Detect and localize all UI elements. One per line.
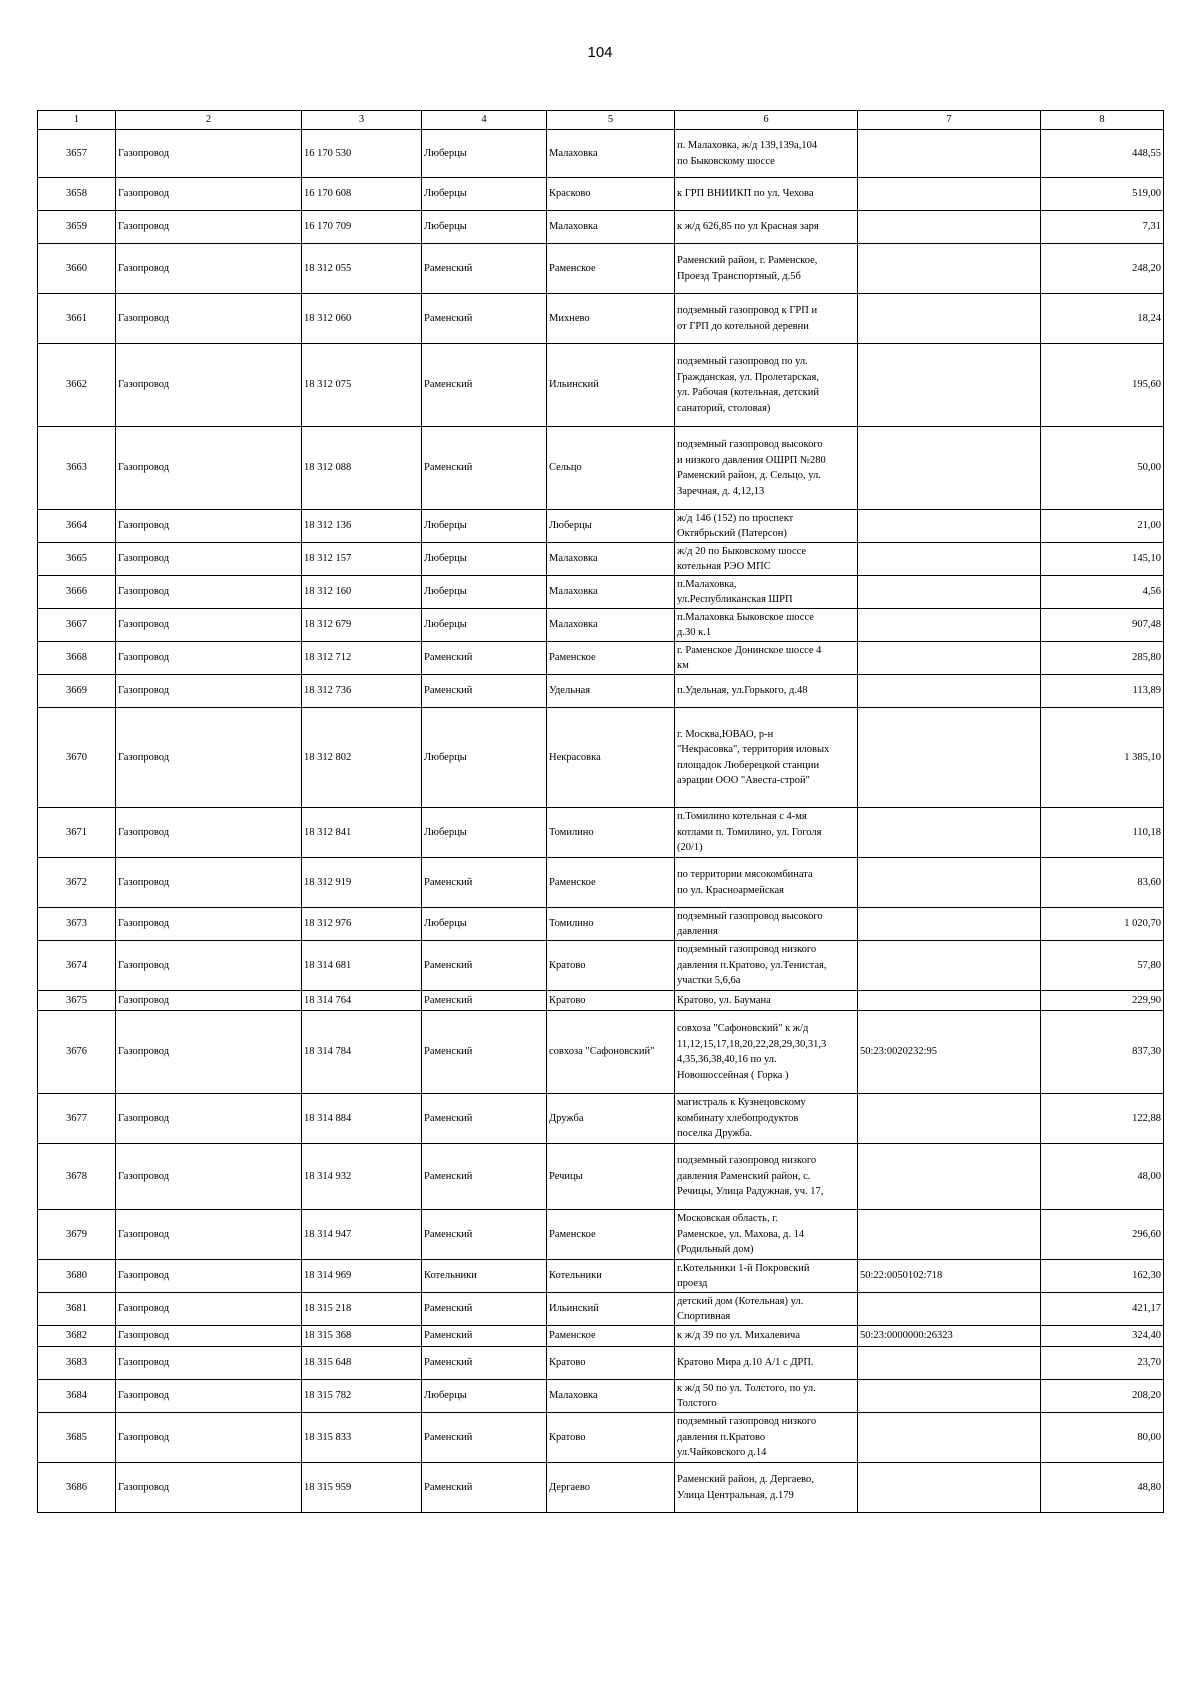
district-cell: Люберцы [422, 211, 547, 244]
table-body [38, 130, 1164, 1513]
district-cell: Раменский [422, 1210, 547, 1260]
district-cell: Раменский [422, 1094, 547, 1144]
locality-cell: Раменское [547, 244, 675, 294]
object-type-cell: Газопровод [116, 1210, 302, 1260]
length-value-cell: 7,31 [1041, 211, 1164, 244]
column-header: 3 [302, 111, 422, 130]
cadastral-number-cell: 50:23:0000000:26323 [858, 1326, 1041, 1347]
address-cell: п.Томилино котельная с 4-мя котлами п. Томилино, ул. Гоголя (20/1) [675, 808, 858, 858]
length-value-cell: 907,48 [1041, 609, 1164, 642]
object-type-cell: Газопровод [116, 858, 302, 908]
row-number-cell: 3681 [38, 1293, 116, 1326]
inventory-code-cell: 18 312 976 [302, 908, 422, 941]
table-row [38, 908, 1164, 941]
length-value-cell: 285,80 [1041, 642, 1164, 675]
table-row [38, 1326, 1164, 1347]
cadastral-number-cell [858, 130, 1041, 178]
cadastral-number-cell [858, 642, 1041, 675]
inventory-code-cell: 16 170 709 [302, 211, 422, 244]
inventory-code-cell: 18 312 736 [302, 675, 422, 708]
object-type-cell: Газопровод [116, 1380, 302, 1413]
object-type-cell: Газопровод [116, 1260, 302, 1293]
inventory-code-cell: 18 315 782 [302, 1380, 422, 1413]
district-cell: Раменский [422, 1413, 547, 1463]
cadastral-number-cell [858, 941, 1041, 991]
locality-cell: Некрасовка [547, 708, 675, 808]
inventory-code-cell: 18 314 947 [302, 1210, 422, 1260]
row-number-cell: 3667 [38, 609, 116, 642]
district-cell: Раменский [422, 858, 547, 908]
district-cell: Люберцы [422, 130, 547, 178]
locality-cell: Малаховка [547, 1380, 675, 1413]
locality-cell: Удельная [547, 675, 675, 708]
inventory-code-cell: 18 314 932 [302, 1144, 422, 1210]
locality-cell: Кратово [547, 991, 675, 1011]
row-number-cell: 3664 [38, 510, 116, 543]
row-number-cell: 3670 [38, 708, 116, 808]
object-type-cell: Газопровод [116, 941, 302, 991]
district-cell: Люберцы [422, 609, 547, 642]
inventory-code-cell: 18 312 802 [302, 708, 422, 808]
inventory-code-cell: 18 315 648 [302, 1347, 422, 1380]
object-type-cell: Газопровод [116, 675, 302, 708]
registry-table [37, 110, 1164, 1513]
address-cell: п.Малаховка, ул.Республиканская ШРП [675, 576, 858, 609]
address-cell: г. Раменское Донинское шоссе 4 км [675, 642, 858, 675]
column-header: 2 [116, 111, 302, 130]
locality-cell: Раменское [547, 1326, 675, 1347]
table-row [38, 941, 1164, 991]
locality-cell: Раменское [547, 858, 675, 908]
table-row [38, 1293, 1164, 1326]
address-cell: Кратово, ул. Баумана [675, 991, 858, 1011]
table-row [38, 543, 1164, 576]
length-value-cell: 57,80 [1041, 941, 1164, 991]
cadastral-number-cell [858, 294, 1041, 344]
district-cell: Раменский [422, 941, 547, 991]
locality-cell: Котельники [547, 1260, 675, 1293]
locality-cell: Речицы [547, 1144, 675, 1210]
locality-cell: Раменское [547, 1210, 675, 1260]
table-row [38, 609, 1164, 642]
length-value-cell: 80,00 [1041, 1413, 1164, 1463]
locality-cell: Люберцы [547, 510, 675, 543]
district-cell: Раменский [422, 344, 547, 427]
table-row [38, 675, 1164, 708]
inventory-code-cell: 18 314 764 [302, 991, 422, 1011]
address-cell: Раменский район, г. Раменское, Проезд Транспортный, д.5б [675, 244, 858, 294]
cadastral-number-cell [858, 510, 1041, 543]
table-row [38, 510, 1164, 543]
length-value-cell: 48,80 [1041, 1463, 1164, 1513]
address-cell: п. Малаховка, ж/д 139,139а,104 по Быковскому шоссе [675, 130, 858, 178]
cadastral-number-cell [858, 1463, 1041, 1513]
district-cell: Раменский [422, 427, 547, 510]
length-value-cell: 50,00 [1041, 427, 1164, 510]
object-type-cell: Газопровод [116, 1326, 302, 1347]
row-number-cell: 3671 [38, 808, 116, 858]
cadastral-number-cell [858, 858, 1041, 908]
length-value-cell: 208,20 [1041, 1380, 1164, 1413]
column-header: 1 [38, 111, 116, 130]
cadastral-number-cell [858, 1293, 1041, 1326]
address-cell: Московская область, г. Раменское, ул. Махова, д. 14 (Родильный дом) [675, 1210, 858, 1260]
locality-cell: Сельцо [547, 427, 675, 510]
locality-cell: Кратово [547, 1347, 675, 1380]
length-value-cell: 18,24 [1041, 294, 1164, 344]
address-cell: подземный газопровод по ул. Гражданская, ул. Пролетарская, ул. Рабочая (котельная, детский санаторий, столовая) [675, 344, 858, 427]
cadastral-number-cell [858, 609, 1041, 642]
page-number: 104 [587, 44, 613, 61]
table-row [38, 1463, 1164, 1513]
locality-cell: Малаховка [547, 543, 675, 576]
locality-cell: Малаховка [547, 576, 675, 609]
object-type-cell: Газопровод [116, 708, 302, 808]
address-cell: подземный газопровод низкого давления п.Кратово, ул.Тенистая, участки 5,6,6а [675, 941, 858, 991]
object-type-cell: Газопровод [116, 1011, 302, 1094]
address-cell: ж/д 146 (152) по проспект Октябрьский (Патерсон) [675, 510, 858, 543]
locality-cell: Ильинский [547, 1293, 675, 1326]
district-cell: Раменский [422, 1293, 547, 1326]
row-number-cell: 3679 [38, 1210, 116, 1260]
address-cell: г.Котельники 1-й Покровский проезд [675, 1260, 858, 1293]
inventory-code-cell: 18 312 136 [302, 510, 422, 543]
district-cell: Раменский [422, 1011, 547, 1094]
length-value-cell: 195,60 [1041, 344, 1164, 427]
address-cell: к ж/д 50 по ул. Толстого, по ул. Толстого [675, 1380, 858, 1413]
district-cell: Раменский [422, 991, 547, 1011]
object-type-cell: Газопровод [116, 244, 302, 294]
address-cell: Кратово Мира д.10 А/1 с ДРП. [675, 1347, 858, 1380]
address-cell: п.Удельная, ул.Горького, д.48 [675, 675, 858, 708]
inventory-code-cell: 18 312 679 [302, 609, 422, 642]
length-value-cell: 421,17 [1041, 1293, 1164, 1326]
row-number-cell: 3676 [38, 1011, 116, 1094]
column-header: 6 [675, 111, 858, 130]
inventory-code-cell: 18 312 088 [302, 427, 422, 510]
row-number-cell: 3658 [38, 178, 116, 211]
object-type-cell: Газопровод [116, 1463, 302, 1513]
object-type-cell: Газопровод [116, 344, 302, 427]
object-type-cell: Газопровод [116, 808, 302, 858]
inventory-code-cell: 18 314 884 [302, 1094, 422, 1144]
length-value-cell: 1 020,70 [1041, 908, 1164, 941]
inventory-code-cell: 18 312 160 [302, 576, 422, 609]
cadastral-number-cell [858, 427, 1041, 510]
row-number-cell: 3668 [38, 642, 116, 675]
cadastral-number-cell [858, 1380, 1041, 1413]
object-type-cell: Газопровод [116, 1347, 302, 1380]
object-type-cell: Газопровод [116, 130, 302, 178]
row-number-cell: 3685 [38, 1413, 116, 1463]
inventory-code-cell: 16 170 530 [302, 130, 422, 178]
district-cell: Раменский [422, 294, 547, 344]
address-cell: Раменский район, д. Дергаево, Улица Центральная, д.179 [675, 1463, 858, 1513]
table-row [38, 130, 1164, 178]
object-type-cell: Газопровод [116, 1144, 302, 1210]
row-number-cell: 3660 [38, 244, 116, 294]
length-value-cell: 1 385,10 [1041, 708, 1164, 808]
cadastral-number-cell [858, 991, 1041, 1011]
address-cell: подземный газопровод низкого давления п.Кратово ул.Чайковского д.14 [675, 1413, 858, 1463]
length-value-cell: 837,30 [1041, 1011, 1164, 1094]
table-row [38, 211, 1164, 244]
length-value-cell: 23,70 [1041, 1347, 1164, 1380]
table-row [38, 708, 1164, 808]
row-number-cell: 3680 [38, 1260, 116, 1293]
length-value-cell: 4,56 [1041, 576, 1164, 609]
object-type-cell: Газопровод [116, 178, 302, 211]
cadastral-number-cell [858, 675, 1041, 708]
length-value-cell: 519,00 [1041, 178, 1164, 211]
locality-cell: Михнево [547, 294, 675, 344]
locality-cell: Раменское [547, 642, 675, 675]
address-cell: г. Москва,ЮВАО, р-н "Некрасовка", территория иловых площадок Люберецкой станции аэрации ООО "Авеста-строй" [675, 708, 858, 808]
inventory-code-cell: 18 315 959 [302, 1463, 422, 1513]
length-value-cell: 21,00 [1041, 510, 1164, 543]
row-number-cell: 3684 [38, 1380, 116, 1413]
cadastral-number-cell [858, 211, 1041, 244]
district-cell: Люберцы [422, 178, 547, 211]
cadastral-number-cell [858, 1413, 1041, 1463]
address-cell: к ж/д 626,85 по ул Красная заря [675, 211, 858, 244]
cadastral-number-cell [858, 1094, 1041, 1144]
locality-cell: Малаховка [547, 609, 675, 642]
length-value-cell: 83,60 [1041, 858, 1164, 908]
address-cell: детский дом (Котельная) ул. Спортивная [675, 1293, 858, 1326]
district-cell: Люберцы [422, 510, 547, 543]
row-number-cell: 3661 [38, 294, 116, 344]
length-value-cell: 248,20 [1041, 244, 1164, 294]
table-row [38, 427, 1164, 510]
object-type-cell: Газопровод [116, 1094, 302, 1144]
district-cell: Раменский [422, 1326, 547, 1347]
inventory-code-cell: 18 312 841 [302, 808, 422, 858]
row-number-cell: 3675 [38, 991, 116, 1011]
length-value-cell: 145,10 [1041, 543, 1164, 576]
row-number-cell: 3657 [38, 130, 116, 178]
object-type-cell: Газопровод [116, 543, 302, 576]
table-row [38, 1094, 1164, 1144]
district-cell: Люберцы [422, 1380, 547, 1413]
object-type-cell: Газопровод [116, 908, 302, 941]
cadastral-number-cell: 50:22:0050102:718 [858, 1260, 1041, 1293]
object-type-cell: Газопровод [116, 294, 302, 344]
cadastral-number-cell: 50:23:0020232:95 [858, 1011, 1041, 1094]
object-type-cell: Газопровод [116, 427, 302, 510]
address-cell: подземный газопровод к ГРП и от ГРП до котельной деревни [675, 294, 858, 344]
district-cell: Котельники [422, 1260, 547, 1293]
address-cell: к ГРП ВНИИКП по ул. Чехова [675, 178, 858, 211]
length-value-cell: 162,30 [1041, 1260, 1164, 1293]
inventory-code-cell: 18 315 833 [302, 1413, 422, 1463]
length-value-cell: 110,18 [1041, 808, 1164, 858]
locality-cell: Кратово [547, 941, 675, 991]
address-cell: подземный газопровод высокого давления [675, 908, 858, 941]
locality-cell: Малаховка [547, 211, 675, 244]
row-number-cell: 3673 [38, 908, 116, 941]
district-cell: Раменский [422, 675, 547, 708]
locality-cell: совхоза "Сафоновский" [547, 1011, 675, 1094]
length-value-cell: 48,00 [1041, 1144, 1164, 1210]
address-cell: ж/д 20 по Быковскому шоссе котельная РЭО МПС [675, 543, 858, 576]
district-cell: Раменский [422, 1463, 547, 1513]
table-row [38, 991, 1164, 1011]
cadastral-number-cell [858, 178, 1041, 211]
row-number-cell: 3683 [38, 1347, 116, 1380]
cadastral-number-cell [858, 708, 1041, 808]
cadastral-number-cell [858, 576, 1041, 609]
object-type-cell: Газопровод [116, 991, 302, 1011]
row-number-cell: 3682 [38, 1326, 116, 1347]
district-cell: Раменский [422, 1347, 547, 1380]
row-number-cell: 3666 [38, 576, 116, 609]
inventory-code-cell: 18 312 055 [302, 244, 422, 294]
header-row [38, 111, 1164, 130]
cadastral-number-cell [858, 543, 1041, 576]
cadastral-number-cell [858, 908, 1041, 941]
length-value-cell: 448,55 [1041, 130, 1164, 178]
row-number-cell: 3665 [38, 543, 116, 576]
inventory-code-cell: 18 312 919 [302, 858, 422, 908]
cadastral-number-cell [858, 1144, 1041, 1210]
inventory-code-cell: 18 315 218 [302, 1293, 422, 1326]
cadastral-number-cell [858, 344, 1041, 427]
inventory-code-cell: 18 312 712 [302, 642, 422, 675]
district-cell: Люберцы [422, 908, 547, 941]
address-cell: п.Малаховка Быковское шоссе д.30 к.1 [675, 609, 858, 642]
locality-cell: Кратово [547, 1413, 675, 1463]
cadastral-number-cell [858, 244, 1041, 294]
district-cell: Раменский [422, 1144, 547, 1210]
address-cell: совхоза "Сафоновский" к ж/д 11,12,15,17,18,20,22,28,29,30,31,3 4,35,36,38,40,16 по ул. Новошоссейная ( Горка ) [675, 1011, 858, 1094]
cadastral-number-cell [858, 1347, 1041, 1380]
row-number-cell: 3662 [38, 344, 116, 427]
address-cell: подземный газопровод низкого давления Раменский район, с. Речицы, Улица Радужная, уч. 17, [675, 1144, 858, 1210]
district-cell: Люберцы [422, 808, 547, 858]
row-number-cell: 3686 [38, 1463, 116, 1513]
inventory-code-cell: 18 314 681 [302, 941, 422, 991]
column-header: 4 [422, 111, 547, 130]
locality-cell: Дергаево [547, 1463, 675, 1513]
locality-cell: Томилино [547, 908, 675, 941]
row-number-cell: 3674 [38, 941, 116, 991]
address-cell: магистраль к Кузнецовскому комбинату хлебопродуктов поселка Дружба. [675, 1094, 858, 1144]
object-type-cell: Газопровод [116, 510, 302, 543]
column-header: 7 [858, 111, 1041, 130]
locality-cell: Ильинский [547, 344, 675, 427]
length-value-cell: 122,88 [1041, 1094, 1164, 1144]
cadastral-number-cell [858, 808, 1041, 858]
locality-cell: Дружба [547, 1094, 675, 1144]
inventory-code-cell: 16 170 608 [302, 178, 422, 211]
row-number-cell: 3677 [38, 1094, 116, 1144]
object-type-cell: Газопровод [116, 1293, 302, 1326]
address-cell: по территории мясокомбината по ул. Красноармейская [675, 858, 858, 908]
cadastral-number-cell [858, 1210, 1041, 1260]
length-value-cell: 113,89 [1041, 675, 1164, 708]
table-row [38, 178, 1164, 211]
object-type-cell: Газопровод [116, 1413, 302, 1463]
row-number-cell: 3678 [38, 1144, 116, 1210]
table-row [38, 1210, 1164, 1260]
table-row [38, 244, 1164, 294]
column-header: 8 [1041, 111, 1164, 130]
inventory-code-cell: 18 312 060 [302, 294, 422, 344]
inventory-code-cell: 18 314 784 [302, 1011, 422, 1094]
table-row [38, 1260, 1164, 1293]
district-cell: Люберцы [422, 708, 547, 808]
table-row [38, 1380, 1164, 1413]
table-row [38, 576, 1164, 609]
district-cell: Раменский [422, 642, 547, 675]
length-value-cell: 324,40 [1041, 1326, 1164, 1347]
object-type-cell: Газопровод [116, 642, 302, 675]
table-row [38, 1413, 1164, 1463]
object-type-cell: Газопровод [116, 609, 302, 642]
table-row [38, 1011, 1164, 1094]
row-number-cell: 3659 [38, 211, 116, 244]
column-header: 5 [547, 111, 675, 130]
inventory-code-cell: 18 315 368 [302, 1326, 422, 1347]
inventory-code-cell: 18 312 157 [302, 543, 422, 576]
district-cell: Раменский [422, 244, 547, 294]
row-number-cell: 3672 [38, 858, 116, 908]
locality-cell: Малаховка [547, 130, 675, 178]
table-row [38, 294, 1164, 344]
table-row [38, 344, 1164, 427]
district-cell: Люберцы [422, 576, 547, 609]
inventory-code-cell: 18 312 075 [302, 344, 422, 427]
row-number-cell: 3663 [38, 427, 116, 510]
address-cell: подземный газопровод высокого и низкого давления ОШРП №280 Раменский район, д. Сельцо, ул. Заречная, д. 4,12,13 [675, 427, 858, 510]
address-cell: к ж/д 39 по ул. Михалевича [675, 1326, 858, 1347]
table-row [38, 642, 1164, 675]
table-row [38, 1347, 1164, 1380]
locality-cell: Томилино [547, 808, 675, 858]
table-row [38, 1144, 1164, 1210]
object-type-cell: Газопровод [116, 211, 302, 244]
row-number-cell: 3669 [38, 675, 116, 708]
inventory-code-cell: 18 314 969 [302, 1260, 422, 1293]
object-type-cell: Газопровод [116, 576, 302, 609]
length-value-cell: 296,60 [1041, 1210, 1164, 1260]
district-cell: Люберцы [422, 543, 547, 576]
table-row [38, 858, 1164, 908]
length-value-cell: 229,90 [1041, 991, 1164, 1011]
table-row [38, 808, 1164, 858]
locality-cell: Красково [547, 178, 675, 211]
